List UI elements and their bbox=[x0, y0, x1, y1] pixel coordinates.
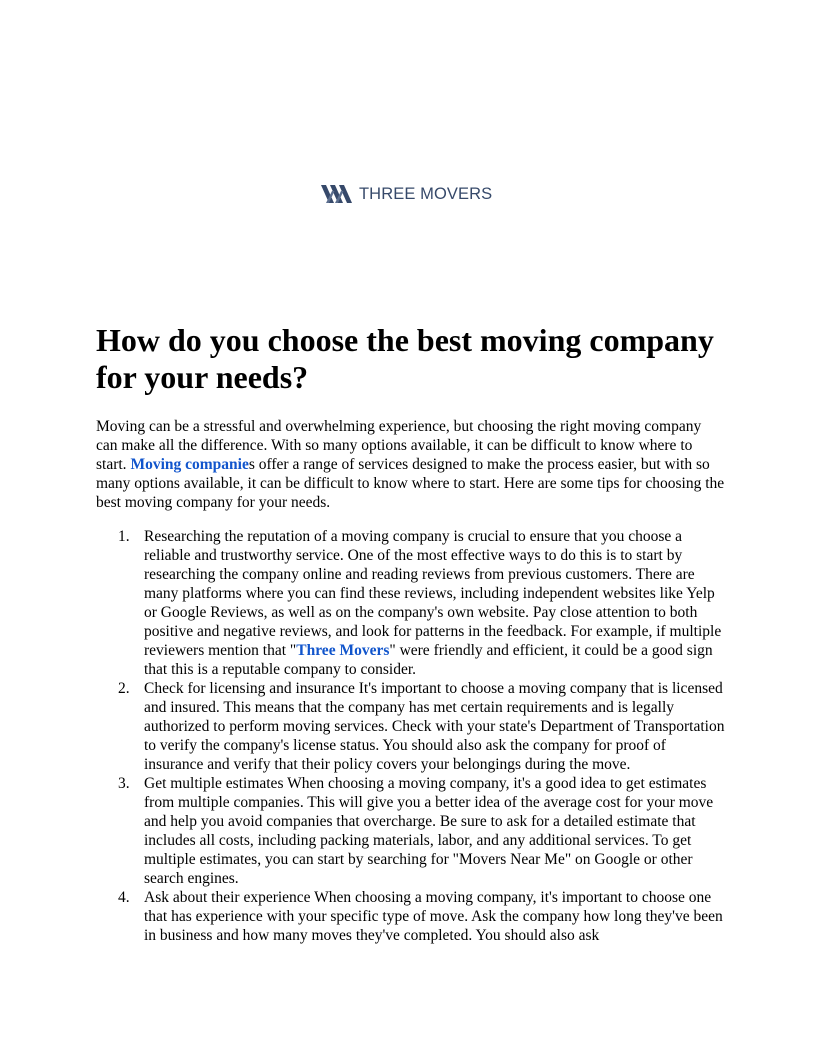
list-item bbox=[96, 888, 726, 945]
three-chevron-stripes-logo-icon bbox=[321, 183, 353, 205]
intro-paragraph bbox=[96, 417, 726, 512]
list-item-text: Researching the reputation of a moving company is crucial to ensure that you choose a reliable and trustworthy service. One of the most effective ways to do this is to start by researching the company online and reading reviews from previous customers. There are many platforms where you can find these reviews, including independent websites like Yelp or Google Reviews, as well as on the company's own website. Pay close attention to both positive and negative reviews, and look for patterns in the feedback. For example, if multiple reviewers mention that " bbox=[144, 528, 722, 659]
list-item bbox=[96, 774, 726, 888]
logo-text: THREE MOVERS bbox=[359, 185, 493, 203]
intro-text-after-link: s offer a range of services designed to make the process easier, but with so many options available, it can be difficult to know where to start. Here are some tips for choosing the best moving company for your needs. bbox=[96, 456, 725, 511]
intro-text-before-link: Moving can be a stressful and overwhelming experience, but choosing the right moving company can make all the difference. With so many options available, it can be difficult to know where to start. bbox=[96, 418, 702, 473]
list-item-text: " were friendly and efficient, it could be a good sign that this is a reputable company to consider. bbox=[144, 642, 713, 678]
list-item-text: Ask about their experience When choosing a moving company, it's important to choose one that has experience with your specific type of move. Ask the company how long they've been in business and how many moves they've completed. You should also ask bbox=[144, 889, 723, 944]
list-item bbox=[96, 527, 726, 679]
list-item-number: 1. bbox=[118, 528, 130, 545]
page-title: How do you choose the best moving company for your needs? bbox=[96, 322, 714, 395]
list-item bbox=[96, 679, 726, 774]
list-item-number: 2. bbox=[118, 680, 130, 697]
three-movers-link[interactable]: Three Movers bbox=[296, 642, 390, 659]
three-movers-logo bbox=[321, 182, 492, 206]
list-item-number: 3. bbox=[118, 775, 130, 792]
tips-list bbox=[96, 527, 726, 945]
list-item-text: Get multiple estimates When choosing a moving company, it's a good idea to get estimates from multiple companies. This will give you a better idea of the average cost for your move and help you avoid companies that overcharge. Be sure to ask for a detailed estimate that includes all costs, including packing materials, labor, and any additional services. To get multiple estimates, you can start by searching for "Movers Near Me" on Google or other search engines. bbox=[144, 775, 714, 887]
list-item-text: Check for licensing and insurance It's important to choose a moving company that is licensed and insured. This means that the company has met certain requirements and is legally authorized to perform moving services. Check with your state's Department of Transportation to verify the company's license status. You should also ask the company for proof of insurance and verify that their policy covers your belongings during the move. bbox=[144, 680, 725, 773]
moving-companies-link[interactable]: Moving companie bbox=[130, 456, 249, 473]
list-item-number: 4. bbox=[118, 889, 130, 906]
